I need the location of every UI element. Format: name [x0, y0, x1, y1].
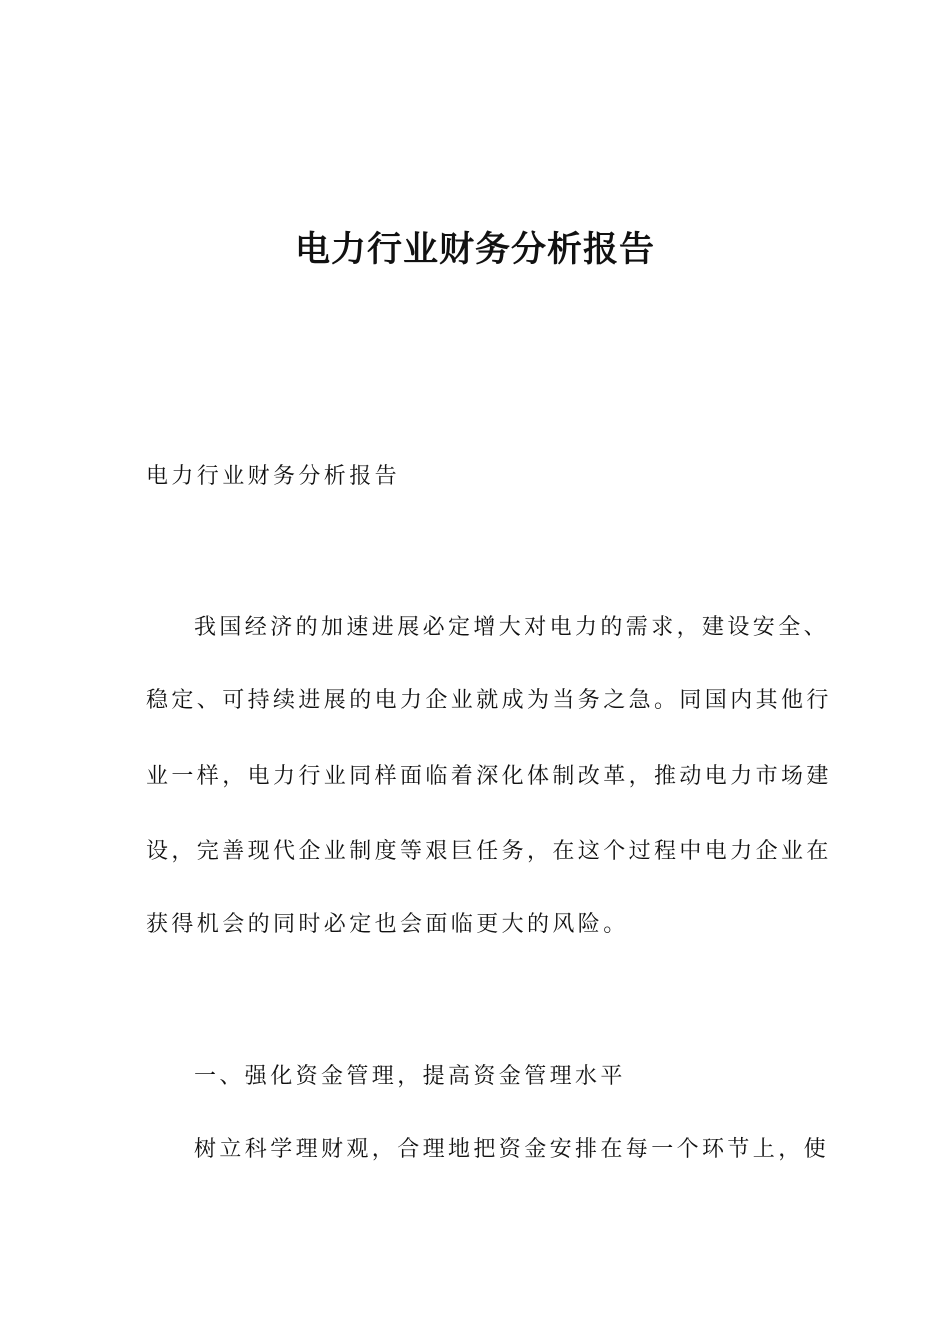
paragraph-1-line-3: 业一样，电力行业同样面临着深化体制改革，推动电力市场建 [146, 764, 832, 789]
section-1-heading: 一、强化资金管理，提高资金管理水平 [194, 1064, 626, 1089]
paragraph-1-line-2: 稳定、可持续进展的电力企业就成为当务之急。同国内其他行 [146, 688, 832, 713]
section-1-paragraph-line-1: 树立科学理财观，合理地把资金安排在每一个环节上，使 [194, 1137, 830, 1162]
paragraph-1-line-5: 获得机会的同时必定也会面临更大的风险。 [146, 912, 629, 937]
paragraph-1-line-1: 我国经济的加速进展必定增大对电力的需求，建设安全、 [194, 615, 830, 640]
paragraph-1-line-4: 设，完善现代企业制度等艰巨任务，在这个过程中电力企业在 [146, 839, 832, 864]
document-subtitle: 电力行业财务分析报告 [146, 464, 401, 489]
document-title: 电力行业财务分析报告 [294, 230, 655, 270]
